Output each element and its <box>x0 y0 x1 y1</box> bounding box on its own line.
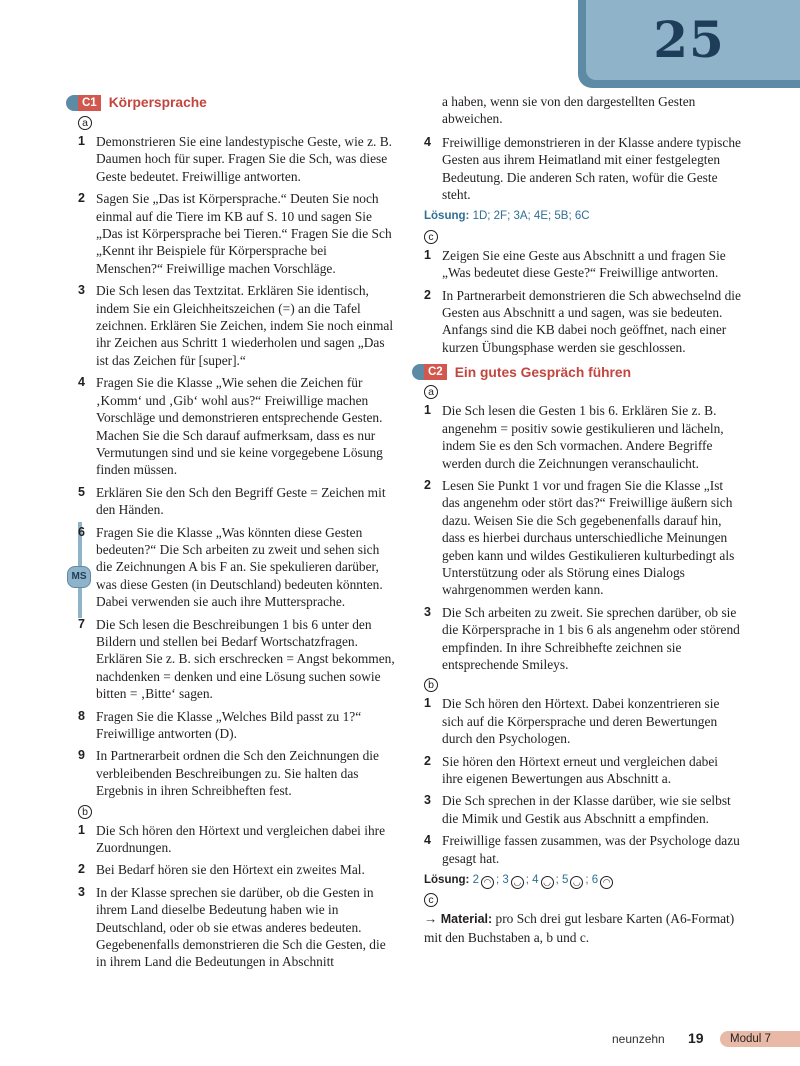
subsection-letter-a: a <box>424 385 438 399</box>
solution-line-smileys <box>424 872 742 889</box>
smiley-number: 5 <box>558 874 569 887</box>
list-item: 9 In Partnerarbeit ordnen die Sch den Zeichnungen die verbleibenden Beschreibungen zu. Sie halten das Ergebnis in ihren Schreibheften fest. <box>78 748 379 799</box>
solution-label: Lösung: <box>424 210 470 223</box>
material-note <box>424 910 742 946</box>
material-label: Material: <box>440 912 493 927</box>
section-code: C1 <box>78 95 101 111</box>
smile-icon: ◡ <box>570 876 583 889</box>
page-footer <box>0 1030 800 1050</box>
smiley-row: 2 ◠ ; 3 ◡ ; 4 ◡ ; 5 ◡ ; 6 ◠ <box>473 874 616 886</box>
section-code: C2 <box>424 364 447 380</box>
smile-icon: ◡ <box>541 876 554 889</box>
list-item: 2 Sie hören den Hörtext erneut und vergleichen dabei ihre eigenen Bewertungen aus Abschnitt a. <box>424 753 719 786</box>
chapter-number: 25 <box>653 10 725 69</box>
subsection-letter-b: b <box>424 678 438 692</box>
page-number: 19 <box>688 1030 704 1046</box>
solution-label: Lösung: <box>424 874 470 887</box>
frown-icon: ◠ <box>481 876 494 889</box>
left-column <box>78 93 396 976</box>
list-item: 3 Die Sch lesen das Textzitat. Erklären Sie identisch, indem Sie ein Gleichheitszeichen (=) an die Tafel zeichnen. Erklären Sie Zeichen, indem Sie noch einmal ihr Zeichen aus Schritt 1 wiederholen und sagen „Das ist das Zeichen für [super].“ <box>78 283 394 368</box>
solution-values: 1D; 2F; 3A; 4E; 5B; 6C <box>472 210 590 223</box>
list-item: 3 In der Klasse sprechen sie darüber, ob die Gesten in ihrem Land dieselbe Bedeutung haben wie in Deutschland, oder ob sie etwas anderes bedeuten. Gegebenenfalls demonstrieren die Sch die Gesten, die in ihrem Land die Bedeutungen in Abschnitt <box>78 884 386 970</box>
chapter-tab <box>578 0 800 88</box>
list-item: 6 Fragen Sie die Klasse „Was könnten diese Gesten bedeuten?“ Die Sch arbeiten zu zweit und sehen sich die Zeichnungen A bis F an. Sie spekulieren darüber, was diese Gesten (in Deutschland) bedeuten könnten. Dabei verwenden sie auch ihre Muttersprache. <box>78 524 383 610</box>
module-tag: Modul 7 <box>720 1031 800 1047</box>
smile-icon: ◡ <box>511 876 524 889</box>
material-text: pro Sch drei gut lesbare Karten (A6-Format) mit den Buchstaben a, b und c. <box>424 911 735 945</box>
ms-badge: MS <box>67 566 91 588</box>
list-item: 1 Die Sch hören den Hörtext und vergleichen dabei ihre Zuordnungen. <box>78 822 386 856</box>
list-item: 4 Freiwillige fassen zusammen, was der Psychologe dazu gesagt hat. <box>424 833 740 866</box>
subsection-letter-b: b <box>78 805 92 819</box>
list-item: 1 Demonstrieren Sie eine landestypische Geste, wie z. B. Daumen hoch für super. Fragen Sie die Sch, was diese Geste bedeutet. Freiwillige antworten. <box>78 134 392 184</box>
subsection-letter-c: c <box>424 230 438 244</box>
list-item: 2 In Partnerarbeit demonstrieren die Sch abwechselnd die Gesten aus Abschnitt a und sagen, was sie bedeuten. Anfangs sind die KB dabei noch geöffnet, nach einer kurzen Übungsphase werden sie geschlossen. <box>424 287 741 355</box>
section-heading-c2 <box>424 362 742 382</box>
smiley-number: 4 <box>528 874 539 887</box>
arrow-icon: → <box>424 911 438 927</box>
list-item: 8 Fragen Sie die Klasse „Welches Bild passt zu 1?“ Freiwillige antworten (D). <box>78 708 362 741</box>
list-item: 1 Die Sch hören den Hörtext. Dabei konzentrieren sie sich auf die Körpersprache und deren Bewertungen durch den Psychologen. <box>424 696 720 747</box>
smiley-number: 3 <box>499 874 509 887</box>
list-item: 3 Die Sch arbeiten zu zweit. Sie sprechen darüber, ob sie die Körpersprache in 1 bis 6 als angenehm oder störend empfinden. In ihre Schreibhefte zeichnen sie entsprechende Smileys. <box>424 604 740 672</box>
smiley-number: 2 <box>472 874 479 887</box>
section-title: Körpersprache <box>108 95 207 111</box>
page-number-word: neunzehn <box>612 1032 665 1046</box>
subsection-letter-c: c <box>424 893 438 907</box>
list-item: 2 Sagen Sie „Das ist Körpersprache.“ Deuten Sie noch einmal auf die Tiere im KB auf S. 10 und sagen Sie „Das ist Körpersprache bei Tieren.“ Fragen Sie die Sch „Kennt ihr Beispiele für Körpersprache bei Menschen?“ Freiwillige machen Vorschläge. <box>78 191 392 276</box>
list-item: 2 Bei Bedarf hören sie den Hörtext ein zweites Mal. <box>78 862 365 878</box>
list-item: 4 Freiwillige demonstrieren in der Klasse andere typische Gesten aus ihrem Heimatland mit einer festgelegten Bedeutung. Die anderen Sch raten, wofür die Geste steht. <box>424 134 741 203</box>
subsection-letter-a: a <box>78 116 92 130</box>
frown-icon: ◠ <box>600 876 613 889</box>
list-item: 5 Erklären Sie den Sch den Begriff Geste = Zeichen mit den Händen. <box>78 484 386 518</box>
list-item: 1 Die Sch lesen die Gesten 1 bis 6. Erklären Sie z. B. angenehm = positiv sowie gestikulieren und lächeln, indem Sie es den Sch vormachen. Andere Begriffe werden durch die Zeichnungen veranschaulicht. <box>424 403 724 471</box>
smiley-number: 6 <box>588 874 599 887</box>
list-item: 3 Die Sch sprechen in der Klasse darüber, wie sie selbst die Mimik und Gestik aus Abschnitt a empfinden. <box>424 793 731 826</box>
section-title: Ein gutes Gespräch führen <box>454 364 632 380</box>
right-column <box>424 93 742 946</box>
continued-text: a haben, wenn sie von den dargestellten Gesten abweichen. <box>442 94 696 127</box>
list-item: 4 Fragen Sie die Klasse „Wie sehen die Zeichen für ‚Komm‘ und ‚Gib‘ wohl aus?“ Freiwillige machen Vorschläge und demonstrieren entsprechende Gesten. Machen Sie die Sch darauf aufmerksam, dass es nur Vermutungen sind und sie keine vorgegebene Lösung finden müssen. <box>78 375 383 478</box>
section-heading-c1 <box>78 93 396 113</box>
list-item: 7 Die Sch lesen die Beschreibungen 1 bis 6 unter den Bildern und stellen bei Bedarf Wortschatzfragen. Erklären Sie z. B. sich erschrecken = Angst bekommen, nachdenken = denken und eine Lösung suchen sowie bitten = ‚Bitte‘ sagen. <box>78 616 395 702</box>
solution-line <box>424 208 742 225</box>
list-item: 2 Lesen Sie Punkt 1 vor und fragen Sie die Klasse „Ist das angenehm oder stört das?“ Freiwillige äußern sich dazu. Weisen Sie die Sch gegebenenfalls darauf hin, dass es hierbei durchaus unterschiedliche Meinungen geben kann und wildes Gestikulieren kulturbedingt als Unterstützung oder als Störung eines Dialogs wahrgenommen werden kann. <box>424 477 735 598</box>
list-item: 1 Zeigen Sie eine Geste aus Abschnitt a und fragen Sie „Was bedeutet diese Geste?“ Freiwillige antworten. <box>424 247 726 281</box>
